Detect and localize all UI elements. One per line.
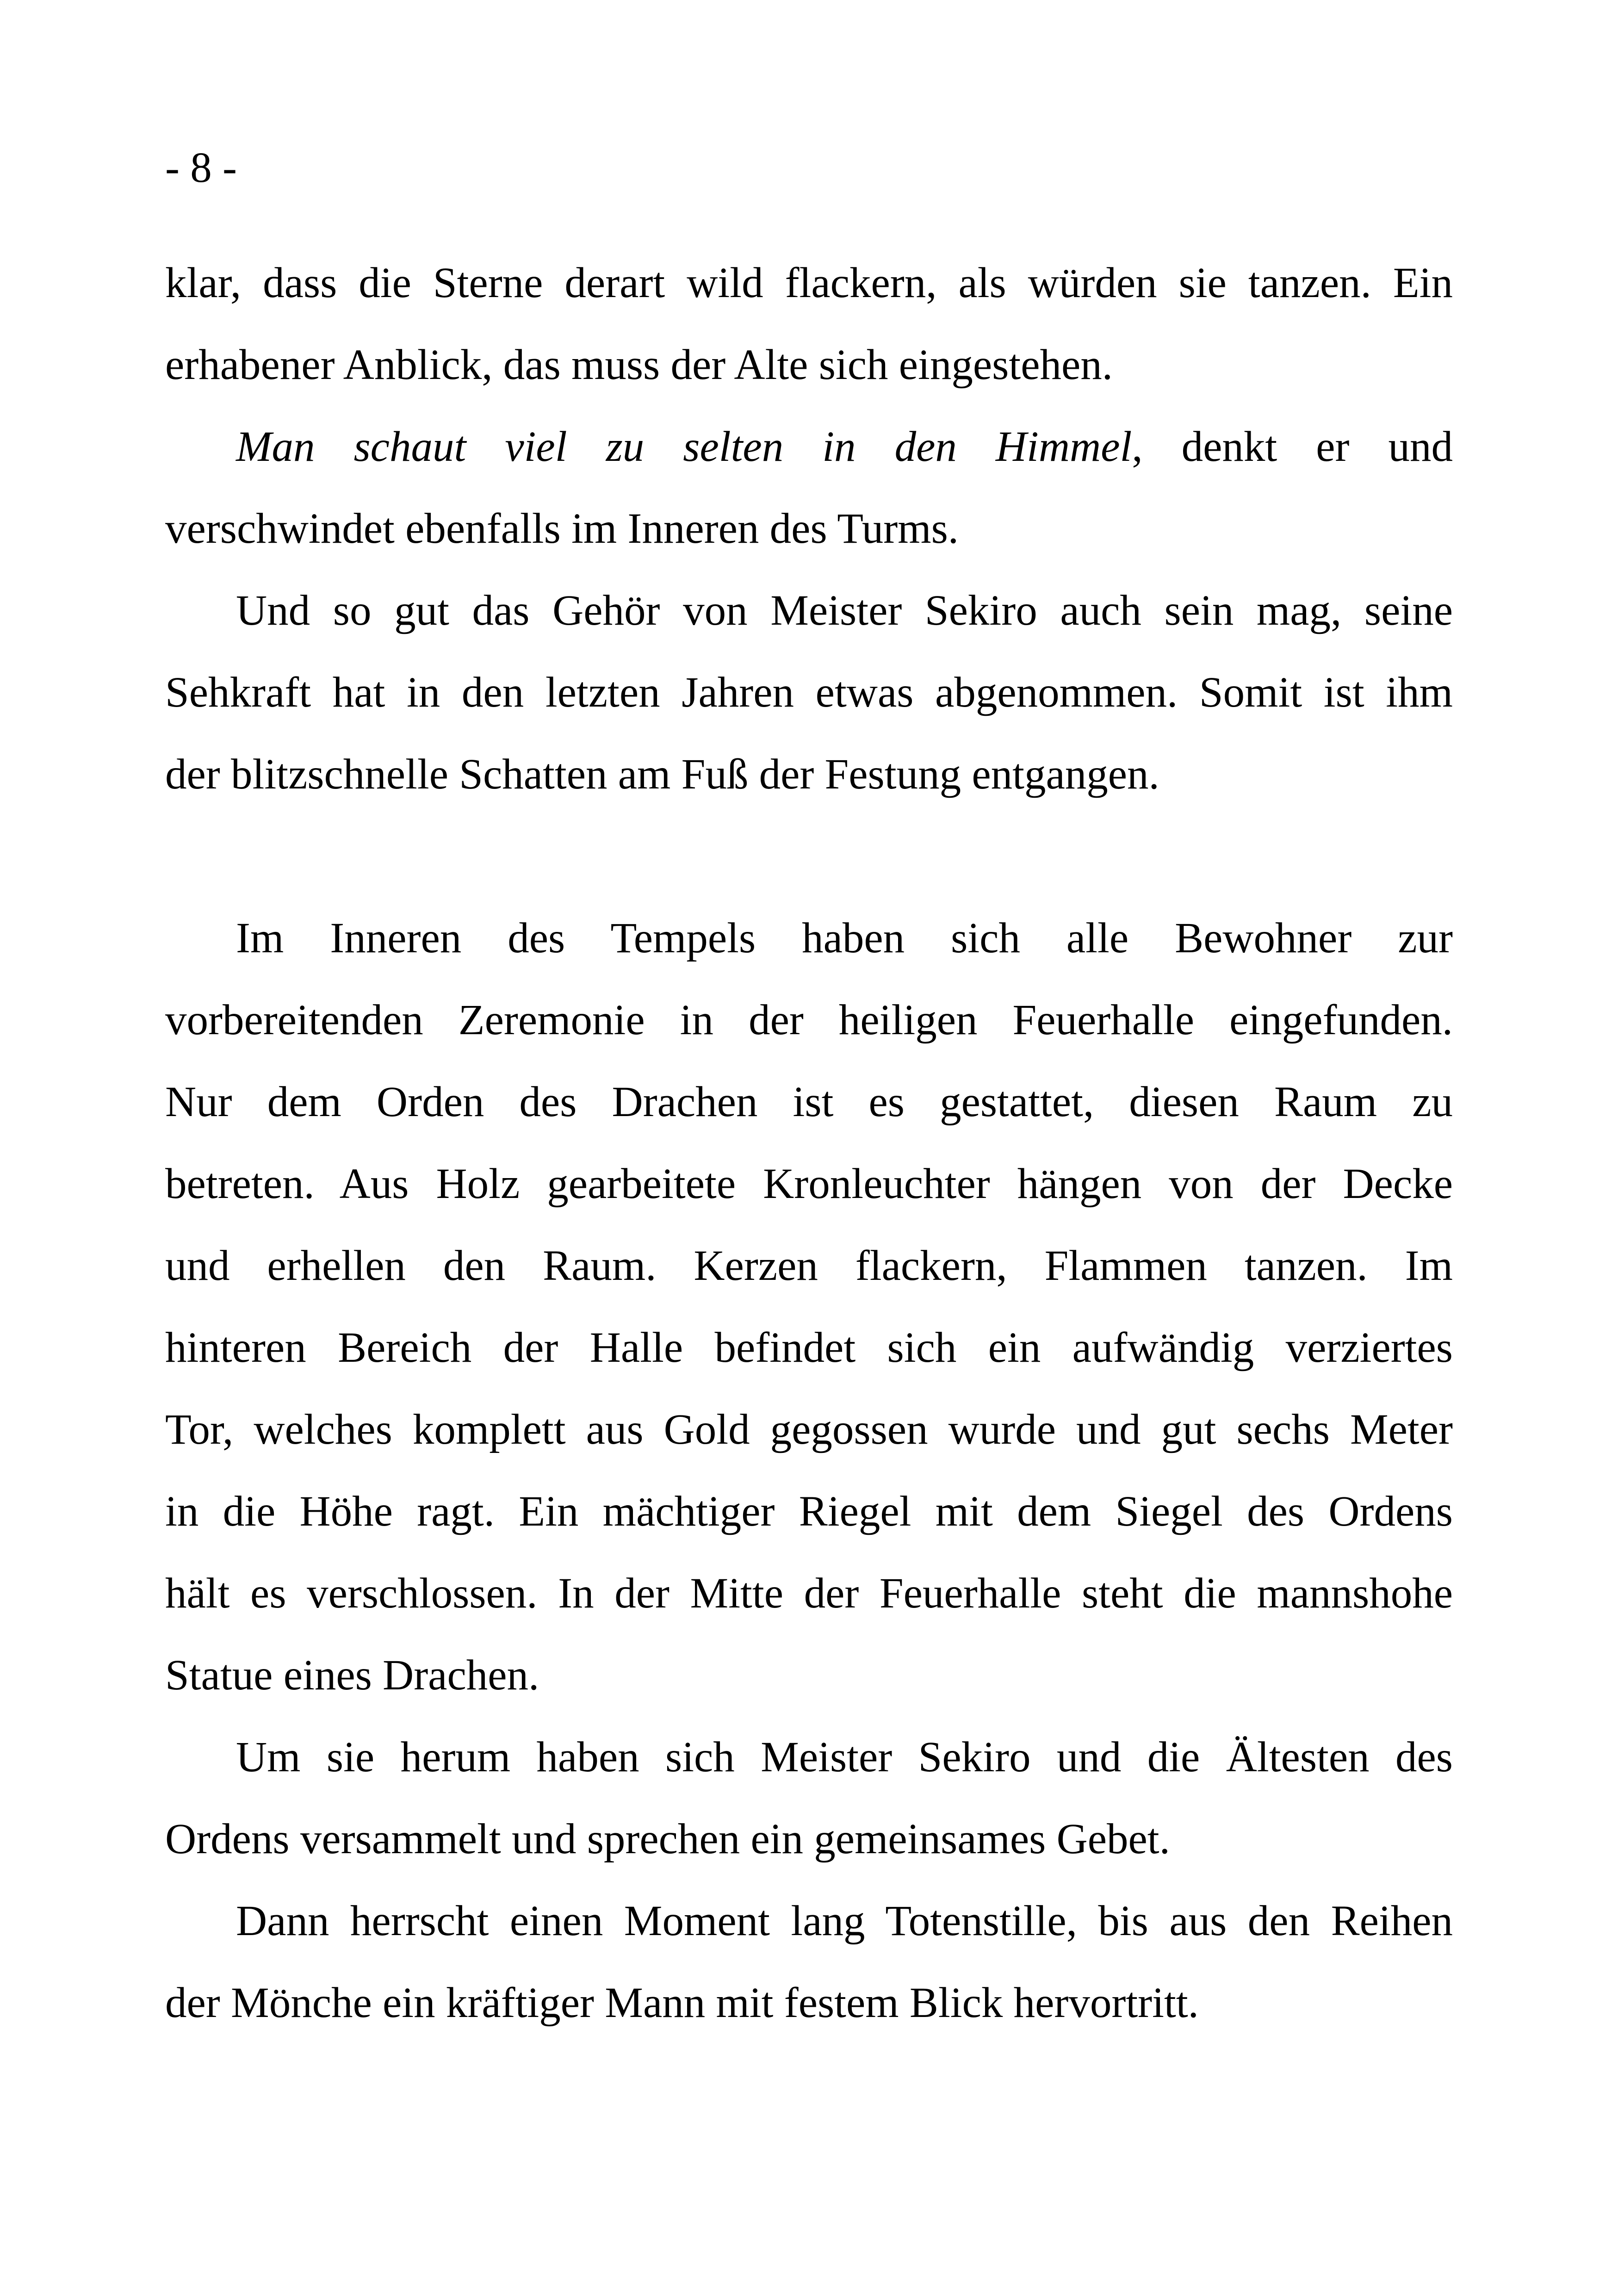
text-segment: hält es verschlossen. In der Mitte der Feuerhalle steht die mannshohe <box>165 1570 1453 1617</box>
text-segment: Um sie herum haben sich Meister Sekiro und die Ältesten des <box>236 1733 1453 1781</box>
text-line <box>165 1552 1453 1634</box>
text-line <box>165 1307 1453 1389</box>
text-line <box>165 1962 1453 2044</box>
text-line <box>165 1880 1453 1962</box>
text-segment: Und so gut das Gehör von Meister Sekiro auch sein mag, seine <box>236 587 1453 634</box>
text-line <box>165 979 1453 1061</box>
text-line <box>165 1716 1453 1798</box>
text-line <box>165 1634 1453 1716</box>
text-line <box>165 324 1453 406</box>
text-segment: Dann herrscht einen Moment lang Totenstille, bis aus den Reihen <box>236 1897 1453 1945</box>
text-line <box>165 897 1453 979</box>
text-line <box>165 1471 1453 1552</box>
text-line <box>165 406 1453 488</box>
text-segment: erhabener Anblick, das muss der Alte sich eingestehen. <box>165 341 1113 389</box>
text-segment: Ordens versammelt und sprechen ein gemeinsames Gebet. <box>165 1815 1170 1863</box>
text-line <box>165 1143 1453 1225</box>
text-segment: der blitzschnelle Schatten am Fuß der Festung entgangen. <box>165 751 1159 798</box>
text-segment: Sehkraft hat in den letzten Jahren etwas abgenommen. Somit ist ihm <box>165 669 1453 716</box>
text-segment: klar, dass die Sterne derart wild flackern, als würden sie tanzen. Ein <box>165 259 1453 307</box>
text-segment: verschwindet ebenfalls im Inneren des Turms. <box>165 505 959 552</box>
text-line <box>165 1798 1453 1880</box>
text-segment: und erhellen den Raum. Kerzen flackern, Flammen tanzen. Im <box>165 1242 1453 1290</box>
italic-text-segment: Man schaut viel zu selten in den Himmel <box>236 423 1132 471</box>
page-number: - 8 - <box>165 144 237 192</box>
text-segment: Statue eines Drachen. <box>165 1651 539 1699</box>
text-segment: Im Inneren des Tempels haben sich alle Bewohner zur <box>236 914 1453 962</box>
text-segment: betreten. Aus Holz gearbeitete Kronleuchter hängen von der Decke <box>165 1160 1453 1208</box>
blank-line <box>165 815 1453 897</box>
text-line <box>165 1389 1453 1471</box>
text-segment: in die Höhe ragt. Ein mächtiger Riegel mit dem Siegel des Ordens <box>165 1488 1453 1535</box>
text-segment: der Mönche ein kräftiger Mann mit festem Blick hervortritt. <box>165 1979 1199 2027</box>
text-line <box>165 652 1453 733</box>
text-line <box>165 1225 1453 1307</box>
text-line <box>165 1061 1453 1143</box>
text-segment: vorbereitenden Zeremonie in der heiligen Feuerhalle eingefunden. <box>165 996 1453 1044</box>
text-segment: Tor, welches komplett aus Gold gegossen wurde und gut sechs Meter <box>165 1406 1453 1453</box>
text-line <box>165 242 1453 324</box>
page-body <box>165 242 1453 2044</box>
text-segment: , denkt er und <box>1132 423 1453 471</box>
text-line <box>165 488 1453 570</box>
text-line <box>165 570 1453 652</box>
text-segment: Nur dem Orden des Drachen ist es gestattet, diesen Raum zu <box>165 1078 1453 1126</box>
text-segment: hinteren Bereich der Halle befindet sich ein aufwändig verziertes <box>165 1324 1453 1371</box>
text-line <box>165 733 1453 815</box>
